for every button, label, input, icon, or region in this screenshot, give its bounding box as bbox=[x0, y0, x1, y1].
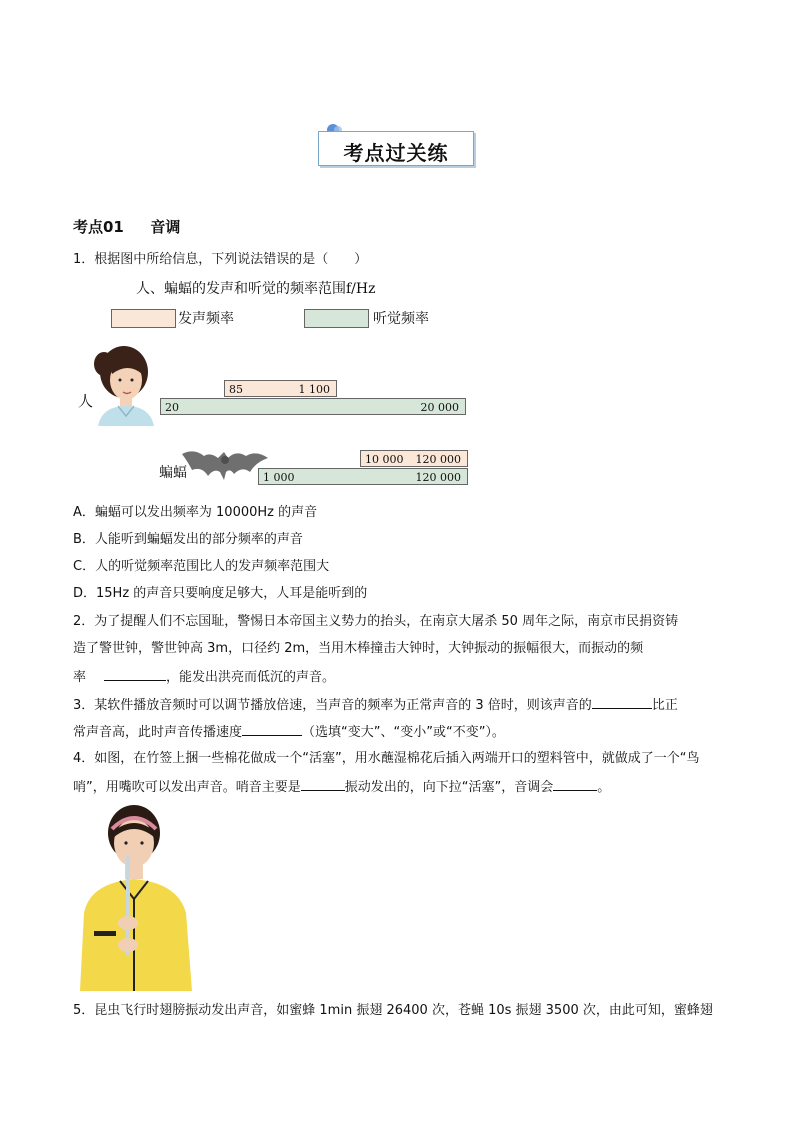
human-hear-bar bbox=[160, 398, 466, 415]
q2-line-3-end: ，能发出洪亮而低沉的声音。 bbox=[166, 670, 336, 685]
human-hear-max: 20 000 bbox=[420, 401, 459, 414]
q3-line-2-end: （选填“变大”、“变小”或“不变”）。 bbox=[302, 725, 505, 740]
q2-line-3 bbox=[73, 666, 335, 687]
q2-line-2: 造了警世钟，警世钟高 3m，口径约 2m，当用木棒撞击大钟时，大钟振动的振幅很大，而振动的频 bbox=[73, 641, 644, 656]
bat-hear-min: 1 000 bbox=[263, 471, 295, 484]
q4-line-2-end: 。 bbox=[597, 780, 611, 795]
q3-line-2 bbox=[73, 721, 505, 742]
bat-hear-max: 120 000 bbox=[415, 471, 461, 484]
section-heading bbox=[73, 218, 180, 237]
q4-line-2-middle: 振动发出的，向下拉“活塞”，音调会 bbox=[344, 780, 554, 795]
bat-emit-min: 10 000 bbox=[365, 453, 404, 466]
bat-label: 蝙蝠 bbox=[159, 465, 187, 481]
q4-answer-blank-1[interactable] bbox=[301, 776, 345, 791]
bat-hear-bar bbox=[258, 468, 468, 485]
legend-emit-swatch bbox=[111, 309, 176, 328]
human-emit-min: 85 bbox=[229, 383, 243, 396]
legend-hear-swatch bbox=[304, 309, 369, 328]
q1-option-d: D．15Hz 的声音只要响度足够大，人耳是能听到的 bbox=[73, 586, 368, 601]
legend-hear-label: 听觉频率 bbox=[373, 311, 429, 327]
q3-line-1-start: 3．某软件播放音频时可以调节播放倍速，当声音的频率为正常声音的 3 倍时，则该声音的 bbox=[73, 698, 592, 713]
q5-line-1: 5．昆虫飞行时翅膀振动发出声音，如蜜蜂 1min 振翅 26400 次，苍蝇 10s 振翅 3500 次，由此可知，蜜蜂翅 bbox=[73, 1003, 713, 1018]
q3-line-1-end: 比正 bbox=[651, 698, 678, 713]
human-emit-bar bbox=[224, 380, 337, 397]
bat-emit-max: 120 000 bbox=[415, 453, 461, 466]
human-label: 人 bbox=[78, 392, 94, 410]
section-banner bbox=[318, 131, 474, 166]
q4-answer-blank-2[interactable] bbox=[553, 776, 597, 791]
q2-line-3-start: 率 bbox=[73, 670, 87, 685]
bat-emit-bar bbox=[360, 450, 468, 467]
girl-whistle-illustration bbox=[76, 803, 196, 991]
human-hear-min: 20 bbox=[165, 401, 179, 414]
q1-option-b: B．人能听到蝙蝠发出的部分频率的声音 bbox=[73, 532, 303, 547]
q3-answer-blank-2[interactable] bbox=[242, 721, 302, 736]
human-emit-max: 1 100 bbox=[298, 383, 330, 396]
q1-option-c: C．人的听觉频率范围比人的发声频率范围大 bbox=[73, 559, 330, 574]
q1-stem: 1．根据图中所给信息，下列说法错误的是（ ） bbox=[73, 252, 368, 267]
legend-emit-label: 发声频率 bbox=[178, 311, 234, 327]
section-label: 考点01 bbox=[73, 218, 124, 236]
q2-answer-blank[interactable] bbox=[104, 666, 166, 681]
q3-line-1 bbox=[73, 694, 678, 715]
q3-line-2-start: 常声音高，此时声音传播速度 bbox=[73, 725, 243, 740]
human-face-icon bbox=[88, 344, 156, 426]
q1-option-a: A．蝙蝠可以发出频率为 10000Hz 的声音 bbox=[73, 505, 318, 520]
q3-answer-blank-1[interactable] bbox=[592, 694, 652, 709]
banner-title: 考点过关练 bbox=[343, 141, 449, 165]
q4-line-1: 4．如图，在竹签上捆一些棉花做成一个“活塞”，用水蘸湿棉花后插入两端开口的塑料管中，就做成了一个“鸟 bbox=[73, 751, 700, 766]
chart-title: 人、蝙蝠的发声和听觉的频率范围f/Hz bbox=[136, 281, 376, 297]
section-topic: 音调 bbox=[150, 218, 181, 236]
bat-icon bbox=[180, 444, 270, 484]
q2-line-1: 2．为了提醒人们不忘国耻，警惕日本帝国主义势力的抬头，在南京大屠杀 50 周年之际，南京市民捐资铸 bbox=[73, 614, 679, 629]
q4-line-2 bbox=[73, 776, 610, 797]
q4-line-2-start: 哨”，用嘴吹可以发出声音。哨音主要是 bbox=[73, 780, 301, 795]
